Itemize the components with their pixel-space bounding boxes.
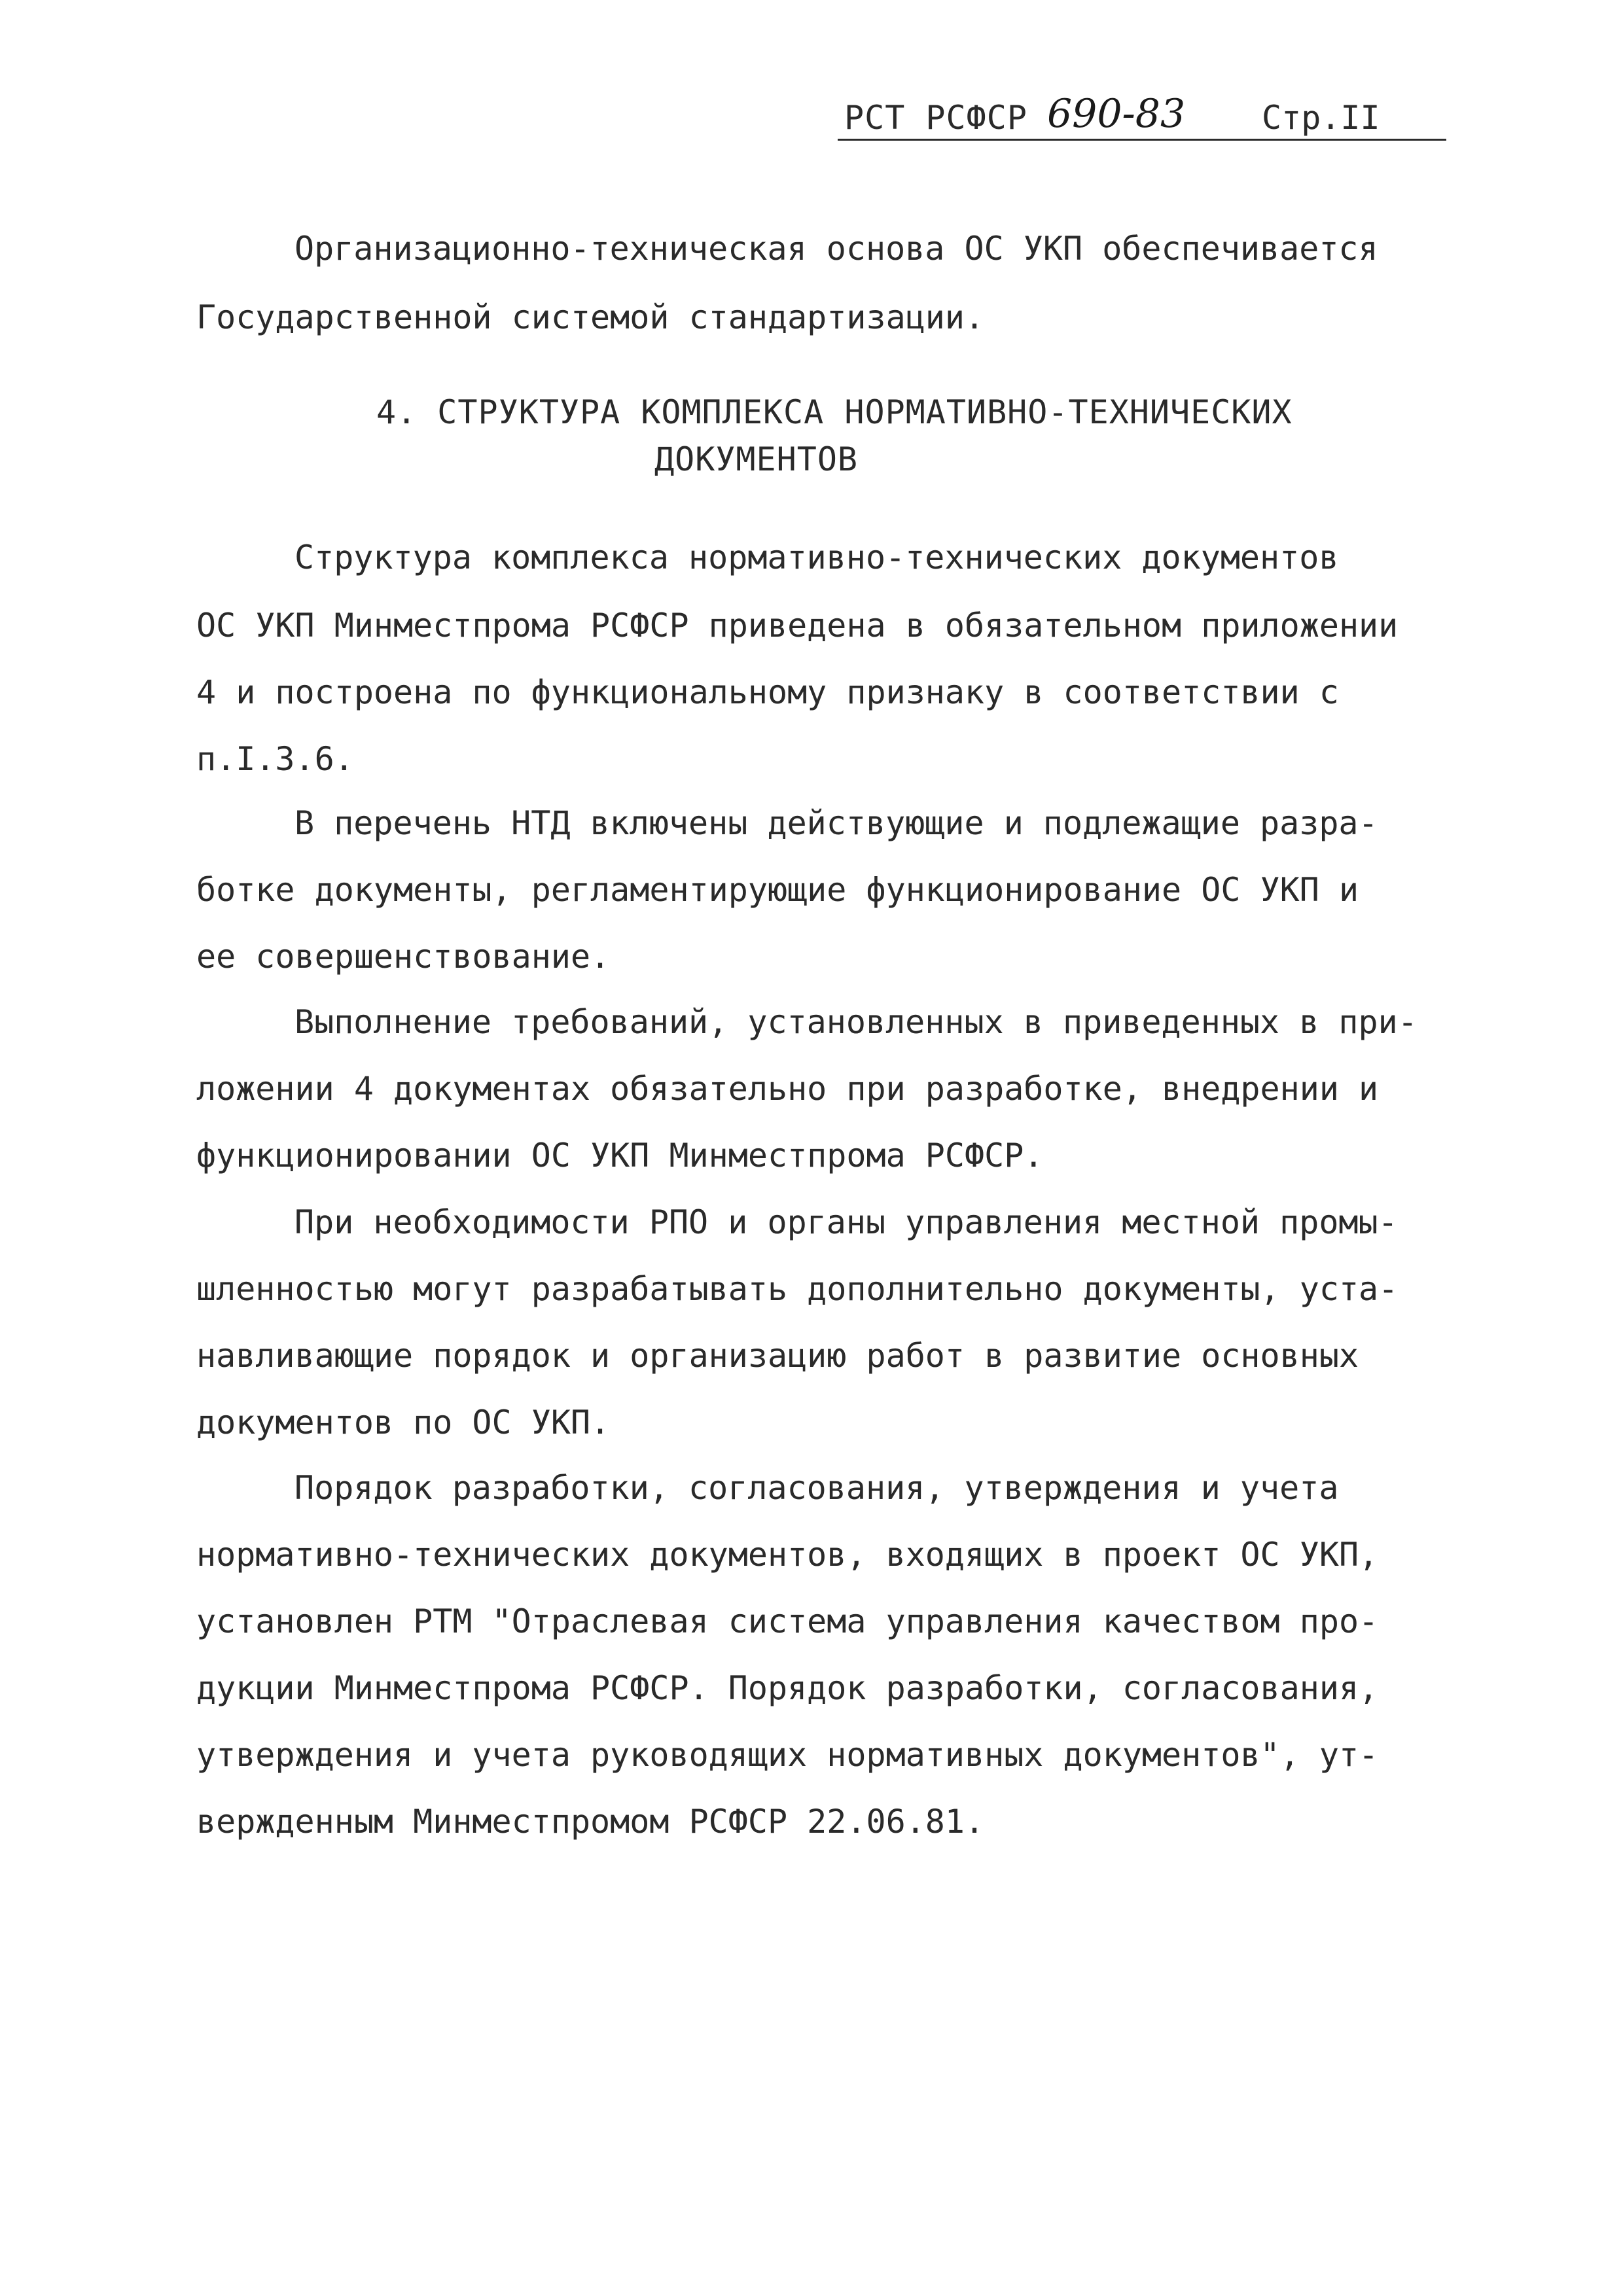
paragraph-line: 4 и построена по функциональному признаку в соответствии с [196, 673, 1339, 711]
standard-number: 690-83 [1047, 91, 1186, 137]
paragraph-line: утверждения и учета руководящих нормативных документов", ут- [196, 1736, 1379, 1774]
standard-designation: РСТ РСФСР [844, 99, 1027, 137]
paragraph-line: ботке документы, регламентирующие функционирование ОС УКП и [196, 871, 1359, 909]
section-title: ДОКУМЕНТОВ [654, 440, 859, 478]
section-title: 4. СТРУКТУРА КОМПЛЕКСА НОРМАТИВНО-ТЕХНИЧЕСКИХ [376, 393, 1293, 431]
paragraph-line: функционировании ОС УКП Минместпрома РСФСР. [196, 1137, 1044, 1174]
paragraph-line: документов по ОС УКП. [196, 1404, 611, 1441]
paragraph-line: шленностью могут разрабатывать дополнительно документы, уста- [196, 1270, 1399, 1308]
paragraph-line: навливающие порядок и организацию работ в развитие основных [196, 1337, 1359, 1375]
paragraph-line: вержденным Минместпромом РСФСР 22.06.81. [196, 1803, 985, 1841]
paragraph-line: Выполнение требований, установленных в приведенных в при- [294, 1003, 1418, 1041]
paragraph-line: дукции Минместпрома РСФСР. Порядок разработки, согласования, [196, 1669, 1379, 1707]
intro-line: Государственной системой стандартизации. [196, 298, 985, 336]
paragraph-line: ложении 4 документах обязательно при разработке, внедрении и [196, 1070, 1379, 1108]
paragraph-line: При необходимости РПО и органы управления местной промы- [294, 1203, 1398, 1241]
paragraph-line: нормативно-технических документов, входящих в проект ОС УКП, [196, 1536, 1379, 1574]
paragraph-line: Структура комплекса нормативно-технических документов [294, 539, 1339, 576]
paragraph-line: ОС УКП Минместпрома РСФСР приведена в обязательном приложении [196, 607, 1399, 645]
paragraph-line: В перечень НТД включены действующие и подлежащие разра- [294, 804, 1378, 842]
intro-line: Организационно-техническая основа ОС УКП обеспечивается [294, 230, 1378, 268]
header-underline [838, 139, 1446, 141]
paragraph-line: п.I.3.6. [196, 740, 354, 778]
page-number: Стр.II [1262, 99, 1380, 137]
paragraph-line: установлен РТМ "Отраслевая система управления качеством про- [196, 1602, 1379, 1640]
paragraph-line: Порядок разработки, согласования, утверждения и учета [294, 1469, 1339, 1507]
paragraph-line: ее совершенствование. [196, 938, 611, 976]
page-header [831, 92, 1446, 144]
